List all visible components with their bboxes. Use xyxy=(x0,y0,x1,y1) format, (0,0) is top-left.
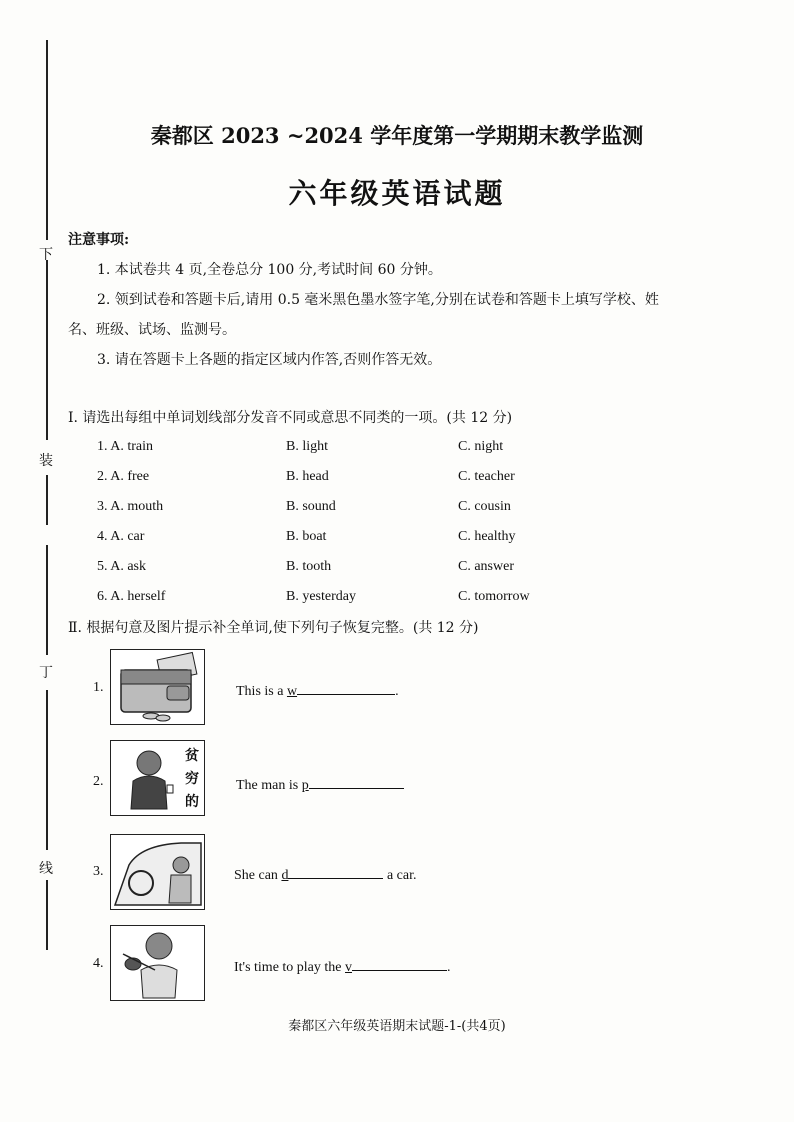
poor-label-char: 的 xyxy=(185,794,199,810)
item-number: 3. xyxy=(93,864,104,879)
initial-letter: d xyxy=(281,868,289,883)
binding-label: 装 xyxy=(39,453,53,469)
binding-label: 丁 xyxy=(39,665,53,681)
sentence-text: This is a xyxy=(236,684,284,699)
fill-sentence xyxy=(236,680,399,700)
poor-label-char: 贫 xyxy=(185,748,199,764)
violin-picture xyxy=(110,925,205,1001)
poor-label-char: 穷 xyxy=(185,771,199,787)
option-b[interactable]: B. boat xyxy=(286,529,327,544)
binding-label: 线 xyxy=(39,861,53,877)
initial-letter: p xyxy=(301,778,309,793)
fill-sentence xyxy=(236,774,404,794)
driving-picture xyxy=(110,834,205,910)
sentence-text: . xyxy=(447,960,451,975)
option-a[interactable]: 1. A. train xyxy=(97,439,153,454)
initial-letter: v xyxy=(345,960,353,975)
option-a[interactable]: 2. A. free xyxy=(97,469,150,484)
note-item: 3. 请在答题卡上各题的指定区域内作答,否则作答无效。 xyxy=(97,352,442,368)
sentence-text: It's time to play the xyxy=(234,960,342,975)
binding-line xyxy=(46,260,48,440)
option-c[interactable]: C. night xyxy=(458,439,504,454)
option-a[interactable]: 6. A. herself xyxy=(97,589,166,604)
notes-heading: 注意事项: xyxy=(68,232,130,248)
initial-letter: w xyxy=(286,684,298,699)
binding-line xyxy=(46,545,48,655)
option-a[interactable]: 5. A. ask xyxy=(97,559,146,574)
section1-heading: Ⅰ. 请选出每组中单词划线部分发音不同或意思不同类的一项。(共 12 分) xyxy=(68,410,513,426)
item-number: 2. xyxy=(93,774,104,789)
item-number: 1. xyxy=(93,680,104,695)
sentence-text: The man is xyxy=(236,778,299,793)
option-b[interactable]: B. sound xyxy=(286,499,336,514)
exam-subtitle: 六年级英语试题 xyxy=(288,177,506,210)
exam-title: 秦都区 2023 ~2024 学年度第一学期期末教学监测 xyxy=(150,123,644,148)
option-c[interactable]: C. healthy xyxy=(458,529,516,544)
sentence-text: . xyxy=(395,684,399,699)
fill-sentence xyxy=(234,864,416,884)
option-b[interactable]: B. yesterday xyxy=(286,589,356,604)
section2-heading: Ⅱ. 根据句意及图片提示补全单词,使下列句子恢复完整。(共 12 分) xyxy=(68,620,479,636)
binding-line xyxy=(46,690,48,850)
poor-man-picture xyxy=(110,740,205,816)
answer-blank[interactable] xyxy=(352,956,447,971)
note-item: 1. 本试卷共 4 页,全卷总分 100 分,考试时间 60 分钟。 xyxy=(97,262,442,278)
binding-line xyxy=(46,880,48,950)
answer-blank[interactable] xyxy=(288,864,383,879)
binding-label: 下 xyxy=(39,247,53,263)
option-c[interactable]: C. tomorrow xyxy=(458,589,530,604)
page-footer: 秦都区六年级英语期末试题-1-(共4页) xyxy=(288,1019,506,1034)
option-b[interactable]: B. tooth xyxy=(286,559,332,574)
option-b[interactable]: B. head xyxy=(286,469,329,484)
option-c[interactable]: C. answer xyxy=(458,559,514,574)
option-b[interactable]: B. light xyxy=(286,439,329,454)
sentence-text: a car. xyxy=(386,868,417,883)
poor-label xyxy=(185,745,199,814)
option-a[interactable]: 3. A. mouth xyxy=(97,499,164,514)
fill-sentence xyxy=(234,956,451,976)
wallet-picture xyxy=(110,649,205,725)
option-c[interactable]: C. cousin xyxy=(458,499,511,514)
note-item: 名、班级、试场、监测号。 xyxy=(68,322,236,338)
item-number: 4. xyxy=(93,956,104,971)
option-a[interactable]: 4. A. car xyxy=(97,529,145,544)
answer-blank[interactable] xyxy=(309,774,404,789)
option-c[interactable]: C. teacher xyxy=(458,469,515,484)
sentence-text: She can xyxy=(234,868,278,883)
answer-blank[interactable] xyxy=(297,680,395,695)
note-item: 2. 领到试卷和答题卡后,请用 0.5 毫米黑色墨水签字笔,分别在试卷和答题卡上填写学校、姓 xyxy=(97,292,659,308)
binding-line xyxy=(46,475,48,525)
